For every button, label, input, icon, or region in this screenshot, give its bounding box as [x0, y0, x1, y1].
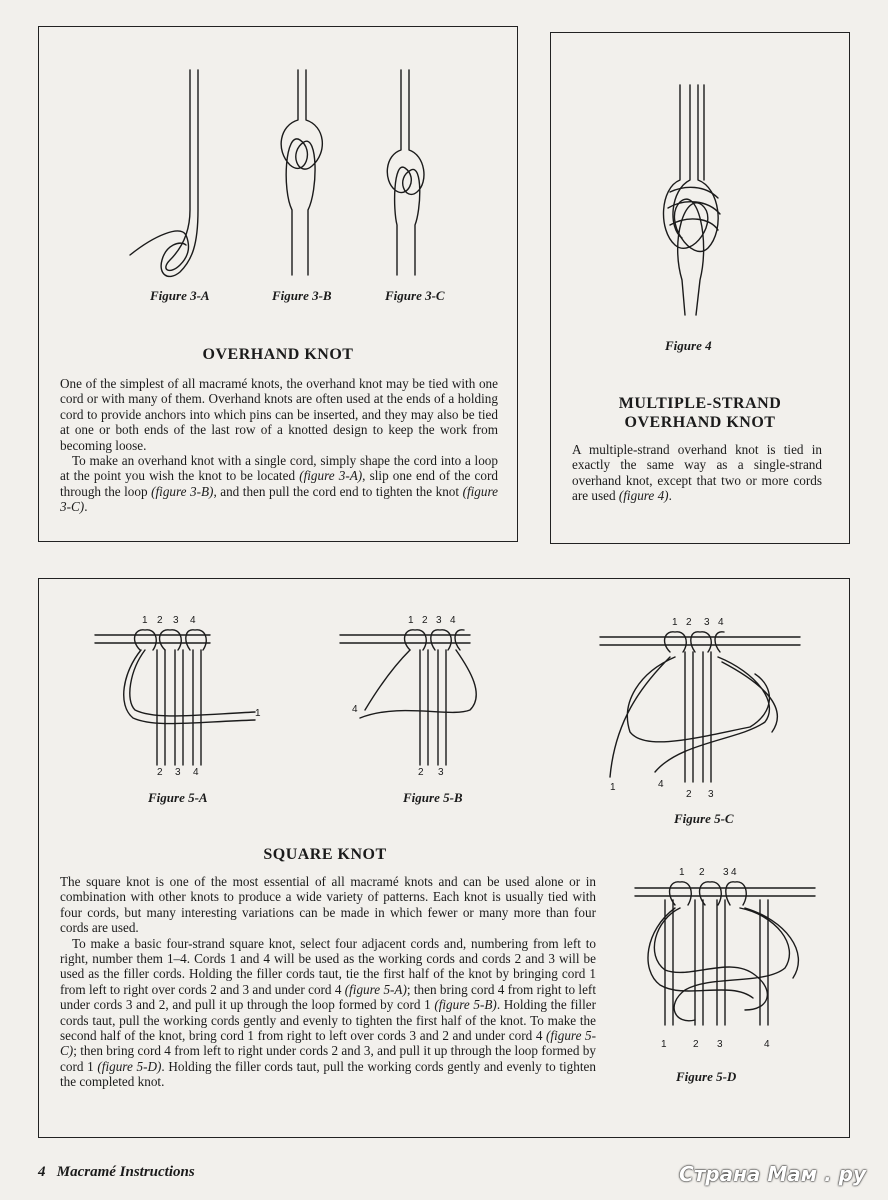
label-cord-2-end: 2 [157, 767, 163, 778]
figure-3c-caption: Figure 3-C [385, 288, 445, 303]
figure-5d-illustration [635, 860, 815, 1055]
label-cord-3-end: 3 [175, 767, 181, 778]
label-cord-4: 4 [731, 867, 737, 878]
label-cord-4: 4 [718, 617, 724, 628]
label-cord-1-end: 1 [255, 708, 261, 719]
label-cord-1: 1 [679, 867, 685, 878]
label-cord-3: 3 [173, 615, 179, 626]
figure-5c-caption: Figure 5-C [674, 811, 734, 826]
book-title: Macramé Instructions [56, 1164, 195, 1180]
square-knot-text [60, 874, 596, 1090]
watermark-logo: Страна Мам . ру [679, 1162, 866, 1186]
figure-3c-illustration [375, 60, 435, 280]
label-cord-3-end: 3 [708, 789, 714, 800]
label-cord-3: 3 [723, 867, 729, 878]
figure-5a-illustration [95, 610, 275, 780]
label-cord-2-end: 2 [418, 767, 424, 778]
label-cord-2: 2 [422, 615, 428, 626]
label-cord-4-end: 4 [352, 704, 358, 715]
label-cord-4-end: 4 [193, 767, 199, 778]
overhand-paragraph-1: One of the simplest of all macramé knots, the overhand knot may be tied with one cord or with many of them. Overhand knots are often used at the ends of a holding cord to provide anchors into which pins can be inserted, and they may also be tied at one or both ends of the last row of a knotted design to keep the work from becoming loose. [60, 376, 498, 453]
label-cord-1: 1 [142, 615, 148, 626]
label-cord-2-end: 2 [693, 1039, 699, 1050]
square-paragraph-2: To make a basic four-strand square knot, select four adjacent cords and, numbering from left to right, number them 1–4. Cords 1 and 4 will be used as the working cords and cords 2 and 3 will be used as the filler cords. Holding the filler cords taut, tie the first half of the knot by bringing cord 1 from left to right over cords 2 and 3 and under cord 4 (figure 5-A); then bring cord 4 from right to left under cords 3 and 2, and pull it up through the loop formed by cord 1 (figure 5-B). Holding the filler cords taut, pull the working cords gently and evenly to tighten the first half of the knot. To make the second half of the knot, bring cord 1 from right to left over cords 3 and 2 and under cord 4 (figure 5-C); then bring cord 4 from left to right under cords 2 and 3, and pull it up through the loop formed by cord 1 (figure 5-D). Holding the filler cords taut, pull the working cords gently and evenly to tighten the completed knot. [60, 935, 596, 1090]
label-cord-2: 2 [157, 615, 163, 626]
overhand-knot-heading: OVERHAND KNOT [202, 346, 354, 363]
multiple-strand-text [572, 442, 822, 504]
figure-4-caption: Figure 4 [665, 338, 712, 353]
overhand-paragraph-2: To make an overhand knot with a single cord, simply shape the cord into a loop at the point you wish the knot to be located (figure 3-A), slip one end of the cord through the loop (figure 3-B), and then pull the cord end to tighten the knot (figure 3-C). [60, 453, 498, 515]
label-cord-2: 2 [699, 867, 705, 878]
label-cord-4: 4 [190, 615, 196, 626]
figure-5a-caption: Figure 5-A [148, 790, 208, 805]
label-cord-2-end: 2 [686, 789, 692, 800]
multiple-strand-heading-line-2: OVERHAND KNOT [624, 414, 776, 431]
label-cord-4-end: 4 [658, 779, 664, 790]
overhand-knot-text [60, 376, 498, 515]
label-cord-4-end: 4 [764, 1039, 770, 1050]
figure-3b-illustration [270, 60, 330, 280]
figure-3b-caption: Figure 3-B [272, 288, 332, 303]
figure-5d-caption: Figure 5-D [676, 1069, 737, 1084]
label-cord-1: 1 [672, 617, 678, 628]
label-cord-1: 1 [408, 615, 414, 626]
page-number: 4 [38, 1164, 46, 1180]
square-knot-heading: SQUARE KNOT [263, 846, 387, 863]
figure-3a-illustration [150, 60, 230, 270]
label-cord-3: 3 [436, 615, 442, 626]
label-cord-4: 4 [450, 615, 456, 626]
multiple-strand-heading [550, 394, 850, 432]
label-cord-3: 3 [704, 617, 710, 628]
label-cord-1-end: 1 [661, 1039, 667, 1050]
label-cord-3-end: 3 [717, 1039, 723, 1050]
label-cord-2: 2 [686, 617, 692, 628]
label-cord-1-end: 1 [610, 782, 616, 793]
multiple-strand-heading-line-1: MULTIPLE-STRAND [618, 395, 782, 412]
page-footer [38, 1164, 195, 1181]
square-paragraph-1: The square knot is one of the most essential of all macramé knots and can be used alone or in combination with other knots to produce a wide variety of patterns. Each knot is usually tied with four cords, but many interesting variations can be made in which fewer or many more than four cords are used. [60, 874, 596, 936]
figure-3a-caption: Figure 3-A [150, 288, 210, 303]
multiple-strand-paragraph: A multiple-strand overhand knot is tied in exactly the same way as a single-strand overhand knot, except that two or more cords are used (figure 4). [572, 442, 822, 504]
figure-5b-caption: Figure 5-B [403, 790, 463, 805]
figure-5b-illustration [340, 610, 520, 780]
label-cord-3-end: 3 [438, 767, 444, 778]
figure-5c-illustration [600, 612, 800, 802]
figure-4-illustration [640, 80, 740, 320]
